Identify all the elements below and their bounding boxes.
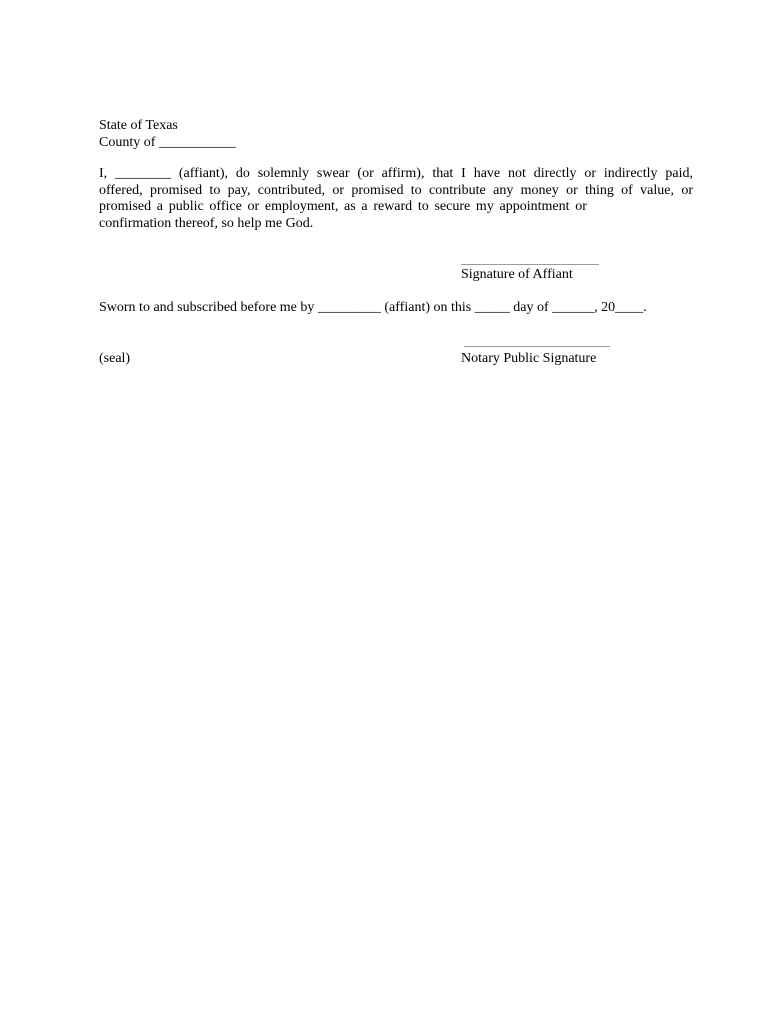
oath-line: I, ________ (affiant), do solemnly swear (or affirm), that I have not directly or indirectly paid, [99, 166, 693, 181]
sworn-statement: Sworn to and subscribed before me by _________ (affiant) on this _____ day of ______, 20____. [99, 300, 647, 315]
county-line: County of ___________ [99, 135, 236, 150]
oath-line: confirmation thereof, so help me God. [99, 215, 314, 231]
oath-line: offered, promised to pay, contributed, or promised to contribute any money or thing of value, or [99, 182, 693, 198]
notary-signature-label: Notary Public Signature [461, 351, 597, 366]
oath-paragraph [99, 166, 693, 232]
state-line: State of Texas [99, 118, 178, 133]
oath-line: promised a public office or employment, as a reward to secure my appointment or [99, 199, 587, 214]
affiant-signature-line [461, 264, 599, 265]
seal-label: (seal) [99, 351, 131, 366]
affiant-signature-label: Signature of Affiant [461, 267, 573, 282]
notary-signature-line [464, 346, 610, 347]
